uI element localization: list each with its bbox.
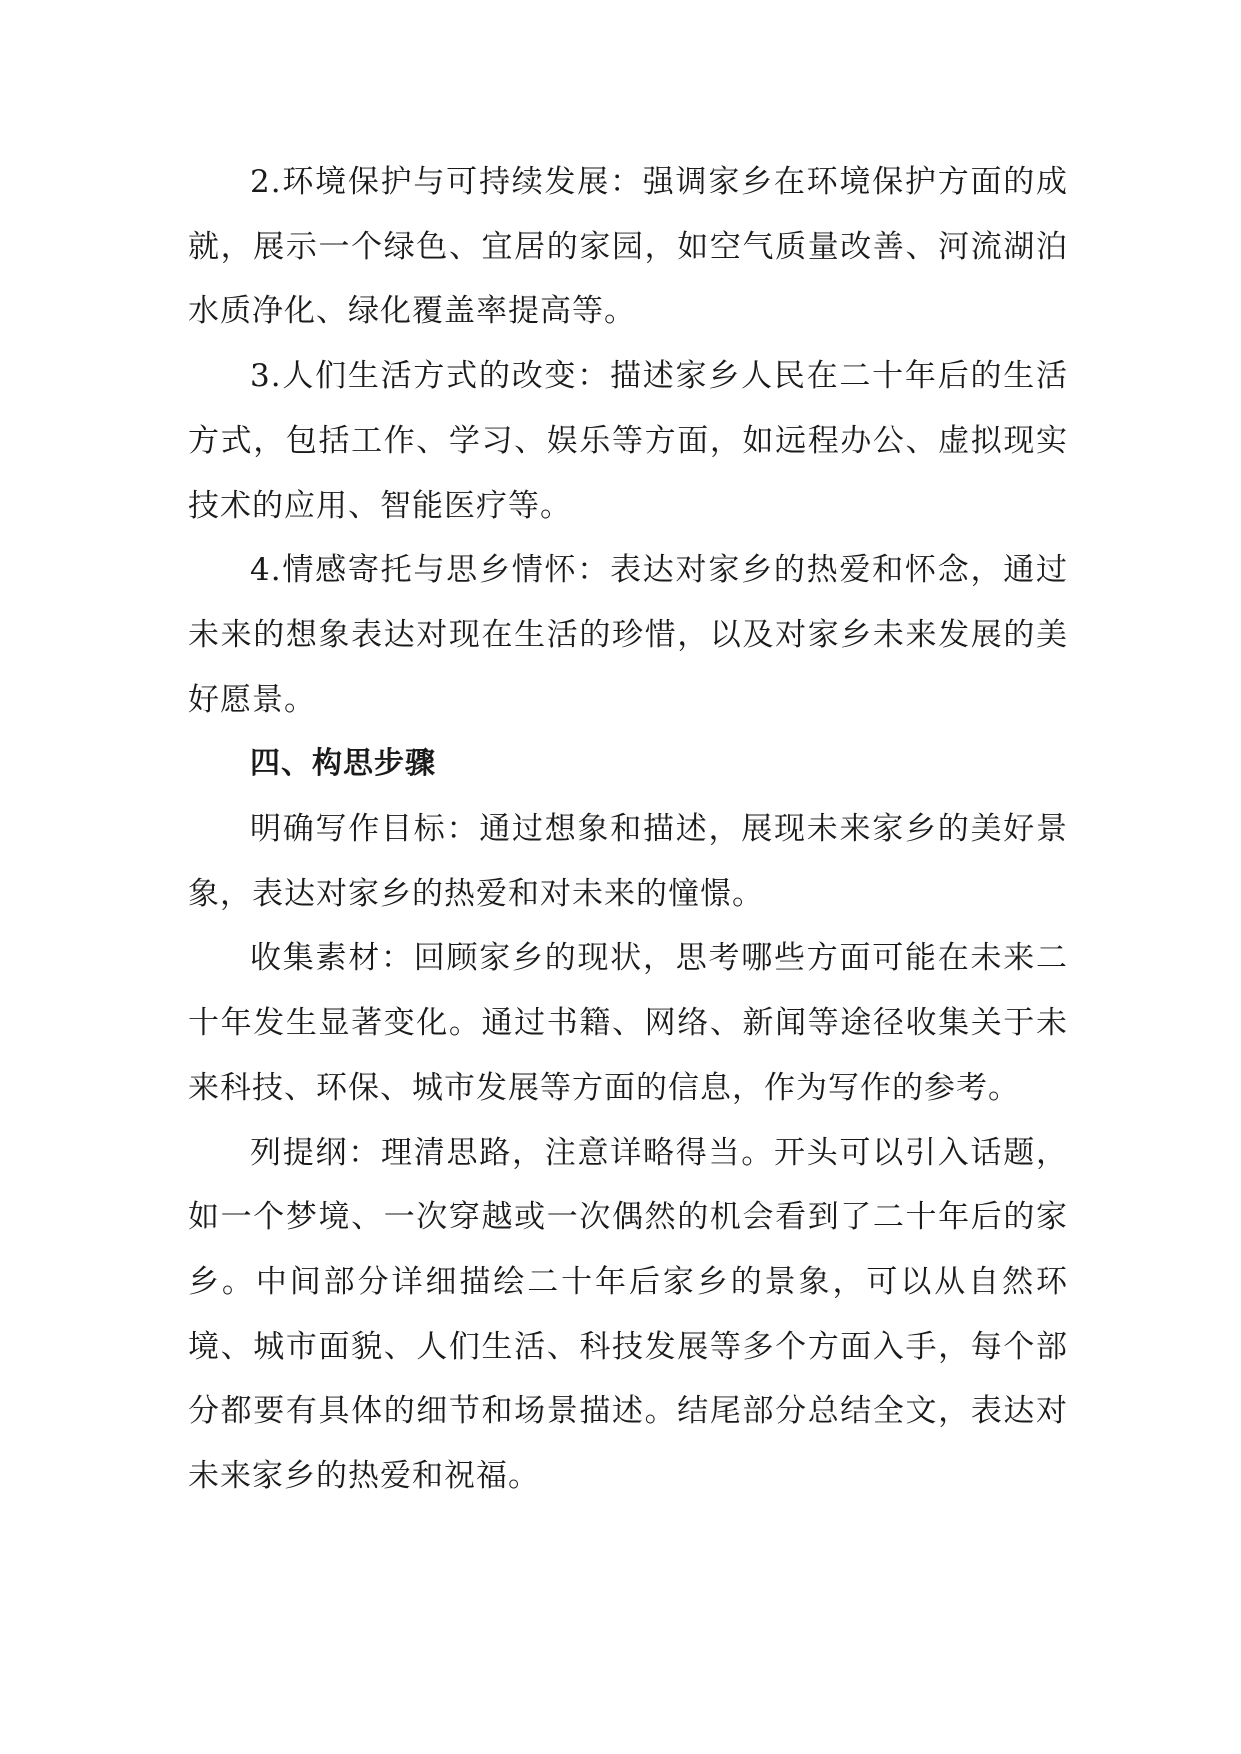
paragraph-environment: 2.环境保护与可持续发展：强调家乡在环境保护方面的成就，展示一个绿色、宜居的家园，如空气质量改善、河流湖泊水质净化、绿化覆盖率提高等。	[188, 164, 1068, 330]
paragraph-lifestyle: 3.人们生活方式的改变：描述家乡人民在二十年后的生活方式，包括工作、学习、娱乐等方面，如远程办公、虚拟现实技术的应用、智能医疗等。	[188, 358, 1068, 524]
section-heading: 四、构思步骤	[250, 746, 436, 782]
paragraph-emotion: 4.情感寄托与思乡情怀：表达对家乡的热爱和怀念，通过未来的想象表达对现在生活的珍惜，以及对家乡未来发展的美好愿景。	[188, 552, 1068, 718]
paragraph-writing-goal: 明确写作目标：通过想象和描述，展现未来家乡的美好景象，表达对家乡的热爱和对未来的憧憬。	[188, 811, 1068, 912]
paragraph-outline: 列提纲：理清思路，注意详略得当。开头可以引入话题，如一个梦境、一次穿越或一次偶然的机会看到了二十年后的家乡。中间部分详细描绘二十年后家乡的景象，可以从自然环境、城市面貌、人们生活、科技发展等多个方面入手，每个部分都要有具体的细节和场景描述。结尾部分总结全文，表达对未来家乡的热爱和祝福。	[188, 1134, 1068, 1495]
document-body	[188, 150, 1068, 1509]
paragraph-collect-material: 收集素材：回顾家乡的现状，思考哪些方面可能在未来二十年发生显著变化。通过书籍、网络、新闻等途径收集关于未来科技、环保、城市发展等方面的信息，作为写作的参考。	[188, 940, 1068, 1106]
